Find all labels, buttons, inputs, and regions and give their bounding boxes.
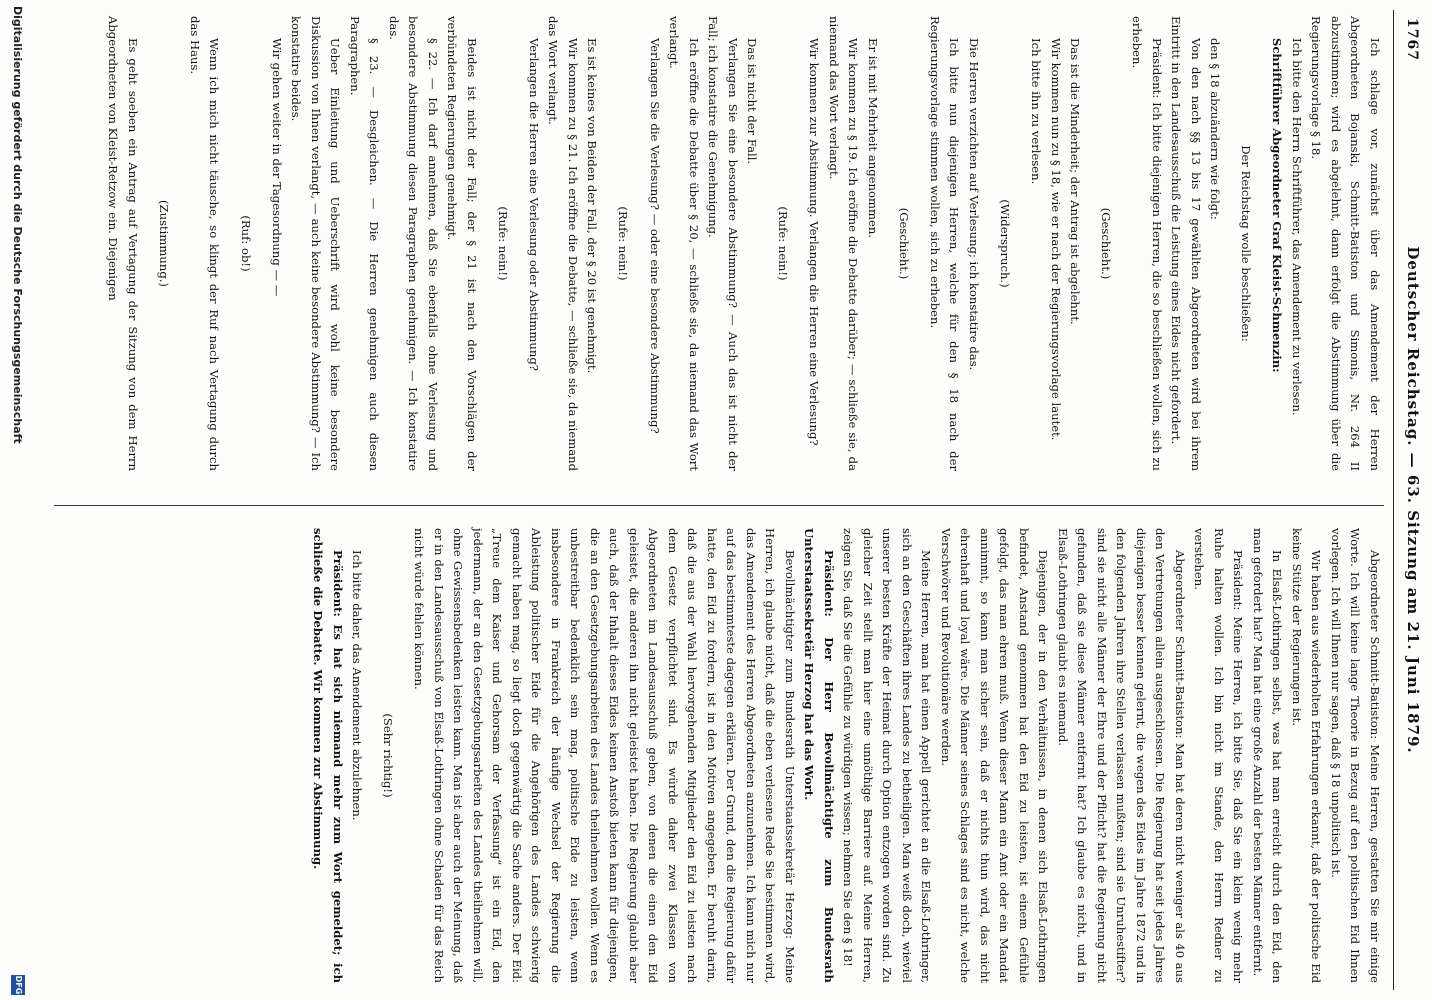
header-rule xyxy=(1393,10,1394,990)
paragraph: Verlangen Sie die Verlesung? — oder eine besondere Abstimmung? xyxy=(647,38,662,434)
paragraph: Ich bitte nun diejenigen Herren, welche für den § 18 nach der Regierungsvorlage stimmen wollen, sich zu erheben. xyxy=(927,16,962,471)
paragraph: Ich bitte daher, das Amendement abzulehnen. xyxy=(350,550,365,821)
paragraph: Abgeordneter Schmitt-Batiston: Man hat deren nicht weniger als 40 aus den Vertretungen allein ausgeschlossen. Die Regierung hat seit jedes Jahres diejenigen besser kennen gelernt, die wegen des Eides im Jahre 1872 und in den folgenden Jahren ihre Stellen verlassen mußten; sind sie Unruhestifter? sind sie nicht alle Männer der Ehre und der Pflicht? hat die Regierung nicht gefunden, daß sie diese Männer entfernt hat? Ich glaube es nicht, und in Elsaß-Lothringen glaubt es niemand. xyxy=(1056,528,1187,983)
paragraph: Die Herren verzichten auf Verlesung; ich konstatire das. xyxy=(966,38,981,371)
paragraph: Präsident: Ich bitte diejenigen Herren, die so beschließen wollen, sich zu erheben. xyxy=(1130,16,1164,471)
digitization-note: Digitalisierung gefördert durch die Deutsche Forschungsgemeinschaft xyxy=(11,6,24,444)
paragraph: (Rufe: nein!) xyxy=(495,206,510,281)
paragraph: Es ist keines von Beiden der Fall, der § 20 ist genehmigt. xyxy=(585,38,600,374)
paragraph: Es geht soeben ein Antrag auf Vertagung der Sitzung von dem Herrn Abgeordneten von Kleist-Retzow ein. Diejenigen xyxy=(106,16,140,471)
paragraph: Präsident: Es hat sich niemand mehr zum Wort gemeldet; ich schließe die Debatte. Wir kommen zur Abstimmung. xyxy=(311,528,345,983)
paragraph: (Rufe: nein!) xyxy=(776,206,791,281)
paragraph: Das ist nicht der Fall. xyxy=(745,38,760,165)
text-column-right xyxy=(308,528,1384,983)
paragraph: (Ruf: ob!) xyxy=(238,215,253,272)
paragraph: Er ist mit Mehrheit angenommen. xyxy=(865,38,880,238)
paragraph: In Elsaß-Lothringen selbst, was hat man erreicht durch den Eid, den man gefordert hat? Man hat eine große Anzahl der besten Männer entfernt. xyxy=(1251,528,1285,983)
paragraph: Verlangen die Herren eine Verlesung oder Abstimmung? xyxy=(526,38,541,371)
paragraph: Schriftführer Abgeordneter Graf Kleist-Schmenzin: xyxy=(1270,38,1285,373)
paragraph: (Rufe: nein!) xyxy=(616,206,631,281)
paragraph: (Geschieht.) xyxy=(896,207,911,280)
paragraph: Abgeordneter Schmitt-Batiston: Meine Herren, gestatten Sie mir einige Worte. Ich will keine lange Theorie in Bezug auf den politischen Eid Ihnen vorlegen. Ich will Ihnen nur sagen, daß § 18 unpolitisch ist. xyxy=(1329,528,1382,983)
paragraph: (Sehr richtig!) xyxy=(381,713,396,798)
paragraph: den § 18 abzuändern wie folgt: xyxy=(1208,38,1223,220)
paragraph: Ueber Einleitung und Ueberschrift wird wohl keine besondere Diskussion von Ihnen verlangt, — auch keine besondere Abstimmung? — Ich konstatire beides. xyxy=(289,16,343,471)
paragraph: Meine Herren, man hat einen Appell gerichtet an die Elsaß-Lothringer, sich an den Geschäften ihres Landes zu betheiligen. Man weiß doch, wieviel unserer besten Kräfte der Heimat durch Option entzogen worden sind. Zu gleicher Zeit stellt man hier eine unnöthige Barriere auf. Meine Herren, zeigen Sie, daß Sie die Gefühle zu würdigen wissen; nehmen Sie den § 18! xyxy=(841,528,934,983)
paragraph: Wir kommen zur Abstimmung. Verlangen die Herren eine Verlesung? xyxy=(807,38,822,446)
paragraph: Ich eröffne die Debatte über § 20, — schließe sie, da niemand das Wort verlangt. xyxy=(667,16,701,471)
paragraph: § 23. — Desgleichen. — Die Herren genehmigen auch diesen Paragraphen. xyxy=(347,16,382,471)
paragraph: § 22. — Ich darf annehmen, daß Sie ebenfalls ohne Verlesung und besondere Abstimmung diesen Paragraphen genehmigen. — Ich konstatire das. xyxy=(386,16,440,471)
paragraph: Wenn ich mich nicht täusche, so klingt der Ruf nach Vertagung durch das Haus. xyxy=(188,16,222,471)
paragraph: Wir kommen zu § 19. Ich eröffne die Debatte darüber; — schließe sie, da niemand das Wort verlangt. xyxy=(826,16,861,471)
running-title: Deutscher Reichstag. — 63. Sitzung am 21. Juni 1879. xyxy=(1404,246,1422,754)
paragraph: Diejenigen, der in den Verhältnissen, in denen sich Elsaß-Lothringen befindet, Anstand genommen hat den Eid zu leisten, ist einem Gefühle gefolgt, das man ehren muß. Wenn dieser Mann ein Amt oder ein Mandat annimmt, so kann man sicher sein, daß er nichts thun wird, das nicht ehrenhaft und loyal wäre. Die Männer seines Schlages sind es nicht, welche Verschwörer und Revolutionäre werden. xyxy=(939,528,1051,983)
paragraph: Präsident: Meine Herren, ich bitte Sie, daß Sie ein klein wenig mehr Ruhe halten wollen. Ich bin nicht im Stande, den Herrn Redner zu verstehen. xyxy=(1192,528,1246,983)
paragraph: Von den nach §§ 13 bis 17 gewählten Abgeordneten wird bei ihrem Eintritt in den Landesausschuß die Leistung eines Eides nicht gefordert. xyxy=(1169,16,1203,471)
page-number: 1767 xyxy=(1404,18,1420,61)
paragraph: Der Reichstag wolle beschließen: xyxy=(1239,145,1254,342)
page-footer xyxy=(5,0,27,1000)
text-column-left xyxy=(103,16,1384,471)
paragraph: Präsident: Der Herr Bevollmächtigte zum Bundesrath Unterstaatssekretär Herzog hat das Wort. xyxy=(802,528,836,983)
paragraph: (Zustimmung.) xyxy=(156,200,171,287)
paragraph: Verlangen Sie eine besondere Abstimmung? — Auch das ist nicht der Fall; ich konstatire die Genehmigung. xyxy=(706,16,740,471)
page-header xyxy=(1392,0,1432,1000)
paragraph: Wir haben aus wiederholten Erfahrungen erkannt, daß der politische Eid keine Stütze der Regierungen ist. xyxy=(1290,528,1324,983)
paragraph: Bevollmächtigter zum Bundesrath Unterstaatssekretär Herzog: Meine Herren, ich glaube nicht, daß die eben verlesene Rede Sie bestimmen wird, das Amendement des Herren Abgeordneten anzunehmen. Ich kann mich nur auf das bestimmteste dagegen erklären. Der Grund, den die Regierung dafür hatte, den Eid zu fordern, ist in den Motiven angegeben. Er beruht darin, daß die aus der Wahl hervorgehenden Mitglieder den Eid zu leisten nach dem Gesetz verpflichtet sind. Es würde daher zwei Klassen von Abgeordneten im Landesausschuß geben, von denen die einen den Eid geleistet, die anderen ihn nicht geleistet haben. Die Regierung glaubt aber auch, daß der Inhalt dieses Eides keinen Anstoß bieten kann für diejenigen, die an den Gesetzgebungsarbeiten des Landes theilnehmen wollen. Wenn es unbestreitbar bedenklich sein mag, politische Eide zu leisten, wenn insbesondere in Frankreich der häufige Wechsel der Regierung die Ableistung politischer Eide für die Angehörigen des Landes schwierig gemacht haben mag, so liegt doch gegenwärtig die Sache anders. Der Eid: „Treue dem Kaiser und Gehorsam der Verfassung“ ist ein Eid, den jedermann, der an den Gesetzgebungsarbeiten des Landes theilnehmen will, ohne Gewissensbedenken leisten kann. Man ist aber auch der Meinung, daß er in den Landesausschuß von Elsaß-Lothringen ohne Schaden für das Reich nicht würde fehlen können. xyxy=(412,528,797,983)
paragraph: (Widerspruch.) xyxy=(998,199,1013,288)
paragraph: Das ist die Minderheit; der Antrag ist abgelehnt. xyxy=(1068,38,1083,325)
paragraph: Ich bitte den Herrn Schriftführer, das Amendement zu verlesen. xyxy=(1290,38,1304,416)
paragraph: Ich schlage vor, zunächst über das Amendement der Herren Abgeordneten Bojanski, Schmitt-Batiston und Simonis, Nr. 264 II abzustimmen; wird es abgelehnt, dann erfolgt die Abstimmung über die Regierungsvorlage § 18. xyxy=(1309,16,1382,471)
paragraph: Wir kommen zu § 21. Ich eröffne die Debatte, — schließe sie, da niemand das Wort verlangt. xyxy=(546,16,580,471)
paragraph: Beides ist nicht der Fall; der § 21 ist nach den Vorschlägen der verbündeten Regierungen genehmigt. xyxy=(445,16,479,471)
paragraph: Wir kommen nun zu § 18, wie er nach der Regierungsvorlage lautet. xyxy=(1048,38,1063,441)
paragraph: Wir gehen weiter in der Tagesordnung — — xyxy=(269,38,284,297)
paragraph: (Geschieht.) xyxy=(1099,207,1114,280)
column-divider xyxy=(54,505,1384,506)
dfg-logo: DFG xyxy=(11,975,25,995)
paragraph: Ich bitte ihn zu verlesen. xyxy=(1029,38,1044,185)
